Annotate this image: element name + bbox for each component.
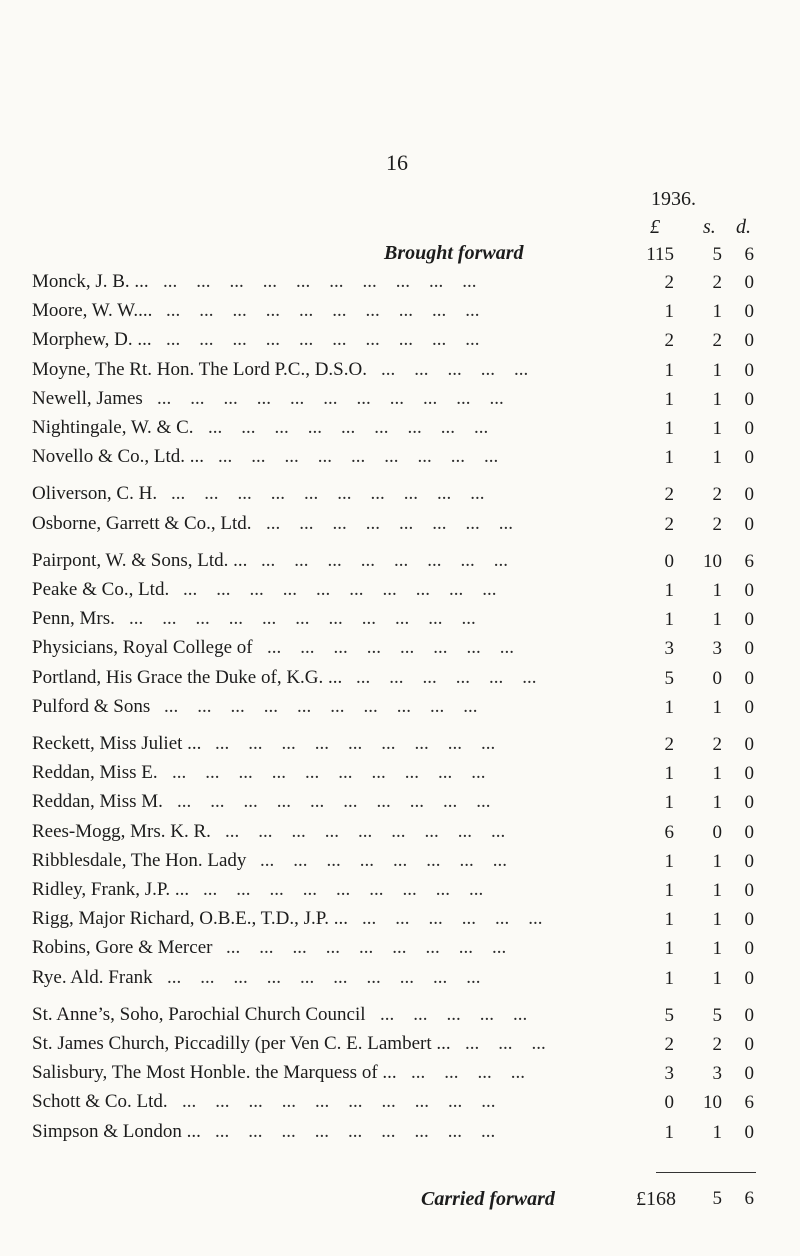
dot-leader: ... ... ... ... ... ... ... ... [261,550,508,571]
dot-leader: ... ... ... ... ... ... ... ... ... [218,446,499,467]
pounds-value: 2 [664,484,674,505]
pence-value: 0 [744,1122,754,1143]
pence-value: 0 [744,330,754,351]
dot-leader: ... ... ... ... ... ... ... ... ... ... [171,483,485,504]
subscriber-name: Rees-Mogg, Mrs. K. R. [32,821,211,842]
pounds-value: 0 [664,1092,674,1113]
brought-forward-pence: 6 [744,244,754,265]
shillings-value: 1 [712,360,722,381]
brought-forward-pounds: 115 [646,244,674,265]
shillings-value: 1 [712,763,722,784]
subscriber-name: Ridley, Frank, J.P. ... [32,879,190,900]
pence-header: d. [736,216,751,238]
shillings-value: 2 [712,514,722,535]
subscriber-name: Oliverson, C. H. [32,483,158,504]
subscriber-name: St. Anne’s, Soho, Parochial Church Council [32,1004,366,1025]
pounds-value: 1 [664,909,674,930]
subscriber-name: Robins, Gore & Mercer [32,937,213,958]
subscriber-name: Reckett, Miss Juliet ... [32,733,202,754]
dot-leader: ... ... ... ... ... [380,1004,528,1025]
dot-leader: ... ... ... ... ... ... ... ... ... ... [167,967,481,988]
pounds-value: 1 [664,389,674,410]
shillings-value: 2 [712,1034,722,1055]
dot-leader: ... ... ... ... ... ... ... ... [267,637,514,658]
pence-value: 0 [744,447,754,468]
shillings-value: 1 [712,909,722,930]
shillings-value: 1 [712,389,722,410]
shillings-value: 1 [712,697,722,718]
pence-value: 0 [744,301,754,322]
dot-leader: ... ... ... ... ... [381,359,529,380]
dot-leader: ... ... ... ... ... ... ... ... ... [226,937,507,958]
dot-leader: ... ... ... ... ... ... ... ... ... [215,733,496,754]
subscriber-name: Moore, W. W.... [32,300,153,321]
dot-leader: ... ... ... ... ... ... ... ... ... [215,1121,496,1142]
dot-leader: ... ... ... ... ... ... ... ... ... ... [183,579,497,600]
brought-forward-shillings: 5 [712,244,722,265]
dot-leader: ... ... ... ... ... ... ... ... ... [225,821,506,842]
pounds-value: 1 [664,447,674,468]
shillings-value: 1 [712,301,722,322]
shillings-value: 5 [712,1005,722,1026]
subscriber-name: Simpson & London ... [32,1121,201,1142]
shillings-value: 2 [712,330,722,351]
pounds-value: 2 [664,1034,674,1055]
total-rule [656,1172,756,1173]
shillings-value: 10 [703,1092,722,1113]
pounds-value: 2 [664,330,674,351]
dot-leader: ... ... ... ... ... ... ... ... ... ... [166,329,480,350]
pounds-value: 2 [664,734,674,755]
shillings-value: 0 [712,668,722,689]
dot-leader: ... ... ... ... ... ... ... ... ... ... [164,696,478,717]
subscriber-name: Portland, His Grace the Duke of, K.G. ... [32,667,343,688]
pence-value: 0 [744,389,754,410]
shillings-value: 10 [703,551,722,572]
pence-value: 0 [744,763,754,784]
pence-value: 0 [744,792,754,813]
pence-value: 0 [744,514,754,535]
shillings-value: 1 [712,880,722,901]
subscriber-name: Nightingale, W. & C. [32,417,194,438]
dot-leader: ... ... ... ... ... ... ... ... ... ... [163,271,477,292]
subscriber-name: Ribblesdale, The Hon. Lady [32,850,247,871]
shillings-value: 1 [712,792,722,813]
pounds-value: 1 [664,792,674,813]
pounds-value: 1 [664,1122,674,1143]
pounds-value: 6 [664,822,674,843]
carried-forward-label: Carried forward [421,1188,555,1210]
pounds-value: 1 [664,968,674,989]
subscriber-name: Newell, James [32,388,143,409]
pounds-value: 5 [664,668,674,689]
pounds-value: 2 [664,514,674,535]
pence-value: 6 [744,551,754,572]
pence-value: 0 [744,360,754,381]
pounds-value: 3 [664,1063,674,1084]
subscriber-name: Peake & Co., Ltd. [32,579,170,600]
pounds-value: 5 [664,1005,674,1026]
pence-value: 0 [744,851,754,872]
dot-leader: ... ... ... [465,1033,546,1054]
pounds-value: 1 [664,851,674,872]
pence-value: 0 [744,909,754,930]
dot-leader: ... ... ... ... ... ... [362,908,543,929]
dot-leader: ... ... ... ... ... ... ... ... ... [208,417,489,438]
subscriber-name: St. James Church, Piccadilly (per Ven C. E. Lambert ... [32,1033,451,1054]
dot-leader: ... ... ... ... ... ... [356,667,537,688]
shillings-value: 1 [712,609,722,630]
subscriber-name: Pulford & Sons [32,696,151,717]
pence-value: 0 [744,1005,754,1026]
shillings-value: 1 [712,447,722,468]
carried-forward-pounds: £168 [636,1188,676,1210]
carried-forward-pence: 6 [744,1188,754,1209]
subscriber-name: Morphew, D. ... [32,329,152,350]
dot-leader: ... ... ... ... ... ... ... ... ... ... ... [129,608,476,629]
dot-leader: ... ... ... ... ... ... ... ... ... ... ... [157,388,504,409]
brought-forward-label: Brought forward [384,242,524,264]
pounds-value: 3 [664,638,674,659]
subscriber-name: Reddan, Miss E. [32,762,158,783]
shillings-value: 1 [712,938,722,959]
dot-leader: ... ... ... ... ... ... ... ... [266,513,513,534]
shillings-value: 3 [712,638,722,659]
shillings-value: 3 [712,1063,722,1084]
subscriber-name: Salisbury, The Most Honble. the Marquess of ... [32,1062,397,1083]
dot-leader: ... ... ... ... ... ... ... ... ... ... [172,762,486,783]
subscriber-name: Moyne, The Rt. Hon. The Lord P.C., D.S.O. [32,359,367,380]
pence-value: 0 [744,484,754,505]
subscriber-name: Novello & Co., Ltd. ... [32,446,205,467]
pence-value: 0 [744,880,754,901]
pounds-header: £ [650,216,660,238]
pence-value: 0 [744,1034,754,1055]
subscriber-name: Reddan, Miss M. [32,791,163,812]
pounds-value: 1 [664,301,674,322]
pounds-value: 1 [664,609,674,630]
subscriber-name: Physicians, Royal College of [32,637,253,658]
pounds-value: 1 [664,880,674,901]
shillings-value: 1 [712,851,722,872]
pence-value: 0 [744,1063,754,1084]
pence-value: 0 [744,580,754,601]
pence-value: 0 [744,734,754,755]
shillings-header: s. [703,216,716,238]
subscriber-name: Rigg, Major Richard, O.B.E., T.D., J.P. ... [32,908,348,929]
year-heading: 1936. [651,188,696,210]
dot-leader: ... ... ... ... ... ... ... ... ... ... [182,1091,496,1112]
pounds-value: 2 [664,272,674,293]
dot-leader: ... ... ... ... ... ... ... ... ... [203,879,484,900]
pounds-value: 1 [664,360,674,381]
subscriber-name: Osborne, Garrett & Co., Ltd. [32,513,252,534]
subscriber-name: Penn, Mrs. [32,608,115,629]
shillings-value: 1 [712,1122,722,1143]
dot-leader: ... ... ... ... [411,1062,525,1083]
pence-value: 6 [744,1092,754,1113]
pence-value: 0 [744,638,754,659]
pounds-value: 1 [664,580,674,601]
shillings-value: 1 [712,580,722,601]
page-number: 16 [386,150,408,175]
pence-value: 0 [744,697,754,718]
pounds-value: 0 [664,551,674,572]
pounds-value: 1 [664,418,674,439]
dot-leader: ... ... ... ... ... ... ... ... ... ... [166,300,480,321]
shillings-value: 2 [712,734,722,755]
pence-value: 0 [744,609,754,630]
dot-leader: ... ... ... ... ... ... ... ... [260,850,507,871]
shillings-value: 0 [712,822,722,843]
pounds-value: 1 [664,697,674,718]
pence-value: 0 [744,968,754,989]
subscriber-name: Rye. Ald. Frank [32,967,153,988]
dot-leader: ... ... ... ... ... ... ... ... ... ... [177,791,491,812]
carried-forward-shillings: 5 [712,1188,722,1209]
shillings-value: 2 [712,272,722,293]
pence-value: 0 [744,938,754,959]
subscriber-name: Monck, J. B. ... [32,271,149,292]
subscriber-name: Schott & Co. Ltd. [32,1091,168,1112]
shillings-value: 2 [712,484,722,505]
shillings-value: 1 [712,968,722,989]
pence-value: 0 [744,272,754,293]
shillings-value: 1 [712,418,722,439]
pence-value: 0 [744,822,754,843]
pence-value: 0 [744,668,754,689]
pounds-value: 1 [664,763,674,784]
subscriber-name: Pairpont, W. & Sons, Ltd. ... [32,550,248,571]
pence-value: 0 [744,418,754,439]
pounds-value: 1 [664,938,674,959]
